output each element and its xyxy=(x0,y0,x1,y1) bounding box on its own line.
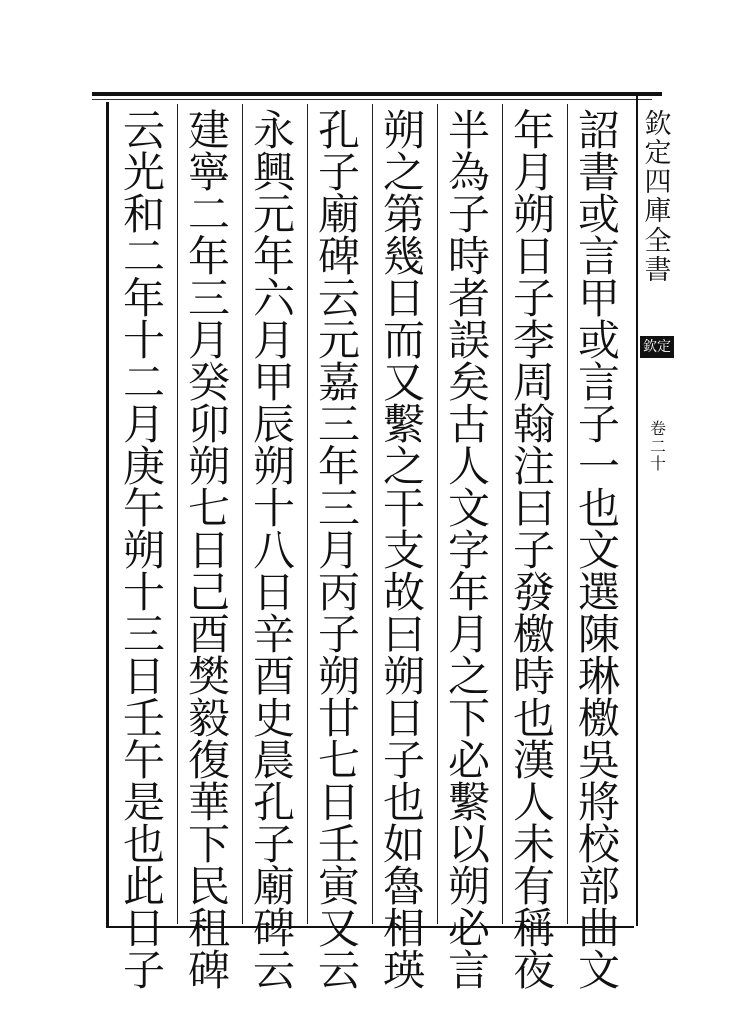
column-char: 光 xyxy=(122,148,165,197)
column-char: 三 xyxy=(317,484,360,533)
column-char: 文 xyxy=(447,484,490,533)
column-char: 或 xyxy=(577,190,620,239)
column-char: 繫 xyxy=(382,400,425,449)
column-char: 子 xyxy=(252,820,295,869)
column-char: 下 xyxy=(187,820,230,869)
column-char: 年 xyxy=(317,442,360,491)
column-char: 言 xyxy=(577,358,620,407)
column-char: 為 xyxy=(447,148,490,197)
column-char: 朔 xyxy=(382,106,425,155)
column-char: 瑛 xyxy=(382,946,425,995)
column-char: 曰 xyxy=(512,484,555,533)
column-char: 云 xyxy=(252,946,295,995)
column-char: 矣 xyxy=(447,358,490,407)
column-char: 年 xyxy=(122,274,165,323)
column-char: 時 xyxy=(512,652,555,701)
column-char: 二 xyxy=(187,190,230,239)
column-char: 以 xyxy=(447,820,490,869)
column-char: 月 xyxy=(122,400,165,449)
column-char: 朔 xyxy=(187,442,230,491)
text-column xyxy=(247,106,301,995)
column-char: 晨 xyxy=(252,736,295,785)
column-char: 古 xyxy=(447,400,490,449)
column-char: 日 xyxy=(122,652,165,701)
column-char: 故 xyxy=(382,568,425,617)
text-column xyxy=(442,106,496,995)
column-char: 李 xyxy=(512,316,555,365)
column-char: 七 xyxy=(187,484,230,533)
column-char: 人 xyxy=(447,442,490,491)
text-column xyxy=(572,106,626,995)
column-char: 云 xyxy=(122,106,165,155)
column-divider xyxy=(502,104,503,924)
column-char: 租 xyxy=(187,904,230,953)
column-char: 下 xyxy=(447,694,490,743)
margin-title-char: 全 xyxy=(644,225,672,257)
column-char: 孔 xyxy=(317,106,360,155)
column-char: 辛 xyxy=(252,610,295,659)
column-char: 朔 xyxy=(512,190,555,239)
column-char: 詔 xyxy=(577,106,620,155)
column-char: 碑 xyxy=(252,904,295,953)
column-char: 永 xyxy=(252,106,295,155)
column-char: 也 xyxy=(512,694,555,743)
margin-juan-char: 卷 xyxy=(649,419,666,438)
column-char: 人 xyxy=(512,778,555,827)
column-char: 丙 xyxy=(317,568,360,617)
column-char: 壬 xyxy=(317,820,360,869)
column-char: 年 xyxy=(447,568,490,617)
column-divider xyxy=(567,104,568,924)
column-char: 言 xyxy=(577,232,620,281)
column-char: 誤 xyxy=(447,316,490,365)
column-char: 十 xyxy=(122,316,165,365)
column-char: 子 xyxy=(122,946,165,995)
text-column xyxy=(377,106,431,995)
column-char: 相 xyxy=(382,904,425,953)
text-column xyxy=(117,106,171,995)
column-char: 寅 xyxy=(317,862,360,911)
column-char: 文 xyxy=(577,526,620,575)
column-char: 二 xyxy=(122,232,165,281)
top-border-thin-rule xyxy=(92,99,652,100)
column-char: 午 xyxy=(122,736,165,785)
column-char: 毅 xyxy=(187,694,230,743)
column-char: 元 xyxy=(317,316,360,365)
column-char: 廟 xyxy=(252,862,295,911)
column-char: 癸 xyxy=(187,358,230,407)
column-char: 檄 xyxy=(577,694,620,743)
column-char: 年 xyxy=(512,106,555,155)
column-char: 第 xyxy=(382,190,425,239)
margin-label: 欽定 xyxy=(640,336,674,358)
column-char: 支 xyxy=(382,526,425,575)
column-divider xyxy=(372,104,373,924)
column-char: 三 xyxy=(122,610,165,659)
margin-juan-char: 二 xyxy=(649,436,666,456)
column-char: 有 xyxy=(512,862,555,911)
column-char: 月 xyxy=(317,526,360,575)
column-char: 幾 xyxy=(382,232,425,281)
column-char: 是 xyxy=(122,778,165,827)
column-char: 時 xyxy=(447,232,490,281)
column-char: 日 xyxy=(512,232,555,281)
column-char: 陳 xyxy=(577,610,620,659)
column-char: 曲 xyxy=(577,904,620,953)
column-char: 史 xyxy=(252,694,295,743)
column-char: 年 xyxy=(187,232,230,281)
column-char: 復 xyxy=(187,736,230,785)
column-char: 孔 xyxy=(252,778,295,827)
column-char: 子 xyxy=(382,736,425,785)
column-char: 碑 xyxy=(317,232,360,281)
column-char: 年 xyxy=(252,232,295,281)
column-char: 未 xyxy=(512,820,555,869)
column-char: 發 xyxy=(512,568,555,617)
column-char: 月 xyxy=(187,316,230,365)
margin-juan-number xyxy=(648,420,668,473)
column-char: 甲 xyxy=(577,274,620,323)
column-char: 吳 xyxy=(577,736,620,785)
margin-title-char: 四 xyxy=(644,167,672,199)
column-char: 也 xyxy=(122,820,165,869)
column-char: 嘉 xyxy=(317,358,360,407)
column-divider xyxy=(437,104,438,924)
column-char: 庚 xyxy=(122,442,165,491)
column-char: 將 xyxy=(577,778,620,827)
column-char: 子 xyxy=(512,526,555,575)
margin-juan-char: 十 xyxy=(649,454,666,474)
column-char: 繫 xyxy=(447,778,490,827)
column-char: 如 xyxy=(382,820,425,869)
column-char: 月 xyxy=(252,316,295,365)
column-char: 又 xyxy=(382,358,425,407)
column-divider xyxy=(177,104,178,924)
column-char: 魯 xyxy=(382,862,425,911)
column-char: 也 xyxy=(382,778,425,827)
margin-title-char: 定 xyxy=(644,138,672,170)
column-char: 興 xyxy=(252,148,295,197)
column-char: 和 xyxy=(122,190,165,239)
column-char: 三 xyxy=(187,274,230,323)
column-char: 文 xyxy=(577,946,620,995)
column-char: 之 xyxy=(447,652,490,701)
column-char: 必 xyxy=(447,904,490,953)
column-char: 酉 xyxy=(252,652,295,701)
column-char: 云 xyxy=(317,274,360,323)
column-char: 甲 xyxy=(252,358,295,407)
column-char: 三 xyxy=(317,400,360,449)
column-char: 曰 xyxy=(382,610,425,659)
column-char: 漢 xyxy=(512,736,555,785)
column-divider xyxy=(242,104,243,924)
column-char: 朔 xyxy=(317,652,360,701)
column-char: 建 xyxy=(187,106,230,155)
column-char: 必 xyxy=(447,736,490,785)
column-char: 己 xyxy=(187,568,230,617)
column-char: 廟 xyxy=(317,190,360,239)
column-char: 之 xyxy=(382,148,425,197)
column-char: 字 xyxy=(447,526,490,575)
column-char: 子 xyxy=(317,148,360,197)
column-char: 朔 xyxy=(252,442,295,491)
column-char: 七 xyxy=(317,736,360,785)
column-char: 朔 xyxy=(447,862,490,911)
column-char: 子 xyxy=(512,274,555,323)
column-char: 子 xyxy=(577,400,620,449)
column-char: 壬 xyxy=(122,694,165,743)
column-char: 周 xyxy=(512,358,555,407)
column-char: 此 xyxy=(122,862,165,911)
column-char: 朔 xyxy=(122,526,165,575)
column-divider xyxy=(307,104,308,924)
column-char: 之 xyxy=(382,442,425,491)
column-char: 廿 xyxy=(317,694,360,743)
column-char: 又 xyxy=(317,904,360,953)
column-char: 十 xyxy=(122,568,165,617)
column-char: 華 xyxy=(187,778,230,827)
column-char: 翰 xyxy=(512,400,555,449)
column-char: 樊 xyxy=(187,652,230,701)
top-border-rule xyxy=(92,92,662,96)
column-char: 日 xyxy=(122,904,165,953)
column-char: 選 xyxy=(577,568,620,617)
column-char: 日 xyxy=(382,694,425,743)
column-char: 子 xyxy=(447,190,490,239)
column-char: 稱 xyxy=(512,904,555,953)
column-char: 校 xyxy=(577,820,620,869)
column-char: 十 xyxy=(252,484,295,533)
column-char: 二 xyxy=(122,358,165,407)
text-column xyxy=(507,106,561,995)
column-char: 寧 xyxy=(187,148,230,197)
column-char: 午 xyxy=(122,484,165,533)
column-char: 日 xyxy=(252,568,295,617)
column-char: 注 xyxy=(512,442,555,491)
text-column xyxy=(312,106,366,995)
column-char: 月 xyxy=(447,610,490,659)
text-column xyxy=(182,106,236,995)
column-char: 月 xyxy=(512,148,555,197)
column-char: 日 xyxy=(187,526,230,575)
column-char: 夜 xyxy=(512,946,555,995)
column-char: 書 xyxy=(577,148,620,197)
column-char: 者 xyxy=(447,274,490,323)
column-char: 子 xyxy=(317,610,360,659)
column-char: 半 xyxy=(447,106,490,155)
margin-title-char: 書 xyxy=(644,254,672,286)
column-char: 六 xyxy=(252,274,295,323)
column-char: 而 xyxy=(382,316,425,365)
column-char: 一 xyxy=(577,442,620,491)
column-char: 檄 xyxy=(512,610,555,659)
column-char: 元 xyxy=(252,190,295,239)
column-char: 碑 xyxy=(187,946,230,995)
margin-title-char: 欽 xyxy=(644,109,672,140)
margin-title-char: 庫 xyxy=(644,196,672,228)
column-char: 部 xyxy=(577,862,620,911)
column-char: 云 xyxy=(317,946,360,995)
column-char: 日 xyxy=(382,274,425,323)
column-char: 酉 xyxy=(187,610,230,659)
column-char: 民 xyxy=(187,862,230,911)
margin-book-title xyxy=(644,110,672,285)
column-char: 干 xyxy=(382,484,425,533)
column-char: 辰 xyxy=(252,400,295,449)
column-char: 卯 xyxy=(187,400,230,449)
column-char: 也 xyxy=(577,484,620,533)
column-char: 琳 xyxy=(577,652,620,701)
column-char: 言 xyxy=(447,946,490,995)
column-char: 或 xyxy=(577,316,620,365)
column-char: 八 xyxy=(252,526,295,575)
column-char: 朔 xyxy=(382,652,425,701)
column-char: 日 xyxy=(317,778,360,827)
